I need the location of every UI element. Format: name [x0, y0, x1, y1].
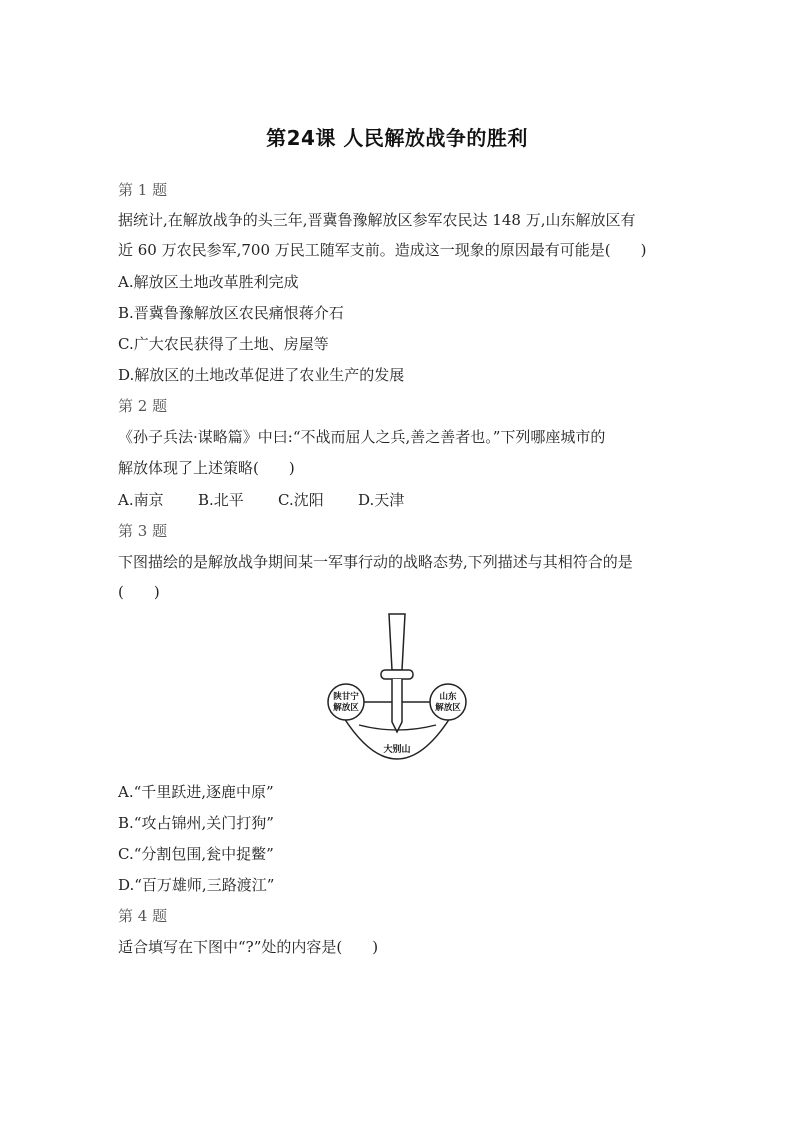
question-1-option-d: D.解放区的土地改革促进了农业生产的发展: [118, 366, 405, 384]
left-region-label-1: 陕甘宁: [333, 692, 359, 702]
question-2-number: 第 2 题: [118, 397, 168, 415]
question-2-option-c: C.沈阳: [278, 491, 324, 509]
right-region-label-1: 山东: [439, 692, 457, 702]
page-title: 第24课 人民解放战争的胜利: [266, 126, 528, 150]
question-2-option-b: B.北平: [198, 491, 244, 509]
question-1-stem-line2: 近 60 万农民参军,700 万民工随军支前。造成这一现象的原因最有可能是( ): [118, 241, 647, 259]
arrow-tail-shape: [389, 614, 405, 670]
question-1-stem-line1: 据统计,在解放战争的头三年,晋冀鲁豫解放区参军农民达 148 万,山东解放区有: [118, 211, 636, 229]
question-1-option-c: C.广大农民获得了土地、房屋等: [118, 335, 329, 353]
strategic-situation-diagram: [326, 610, 476, 770]
question-2-option-d: D.天津: [358, 491, 405, 509]
question-1-option-a: A.解放区土地改革胜利完成: [118, 273, 299, 291]
left-region-label-2: 解放区: [333, 703, 359, 713]
question-3-stem-line2: ( ): [118, 583, 160, 601]
question-3-number: 第 3 题: [118, 522, 168, 540]
question-2-stem-line2: 解放体现了上述策略( ): [118, 459, 295, 477]
question-2-option-a: A.南京: [118, 491, 164, 509]
question-1-number: 第 1 题: [118, 181, 168, 199]
question-4-stem-line1: 适合填写在下图中“?”处的内容是( ): [118, 938, 379, 956]
question-1-option-b: B.晋冀鲁豫解放区农民痛恨蒋介石: [118, 304, 344, 322]
question-4-number: 第 4 题: [118, 907, 168, 925]
question-2-options: [118, 490, 404, 510]
question-3-option-b: B.“攻占锦州,关门打狗”: [118, 814, 274, 832]
question-3-option-a: A.“千里跃进,逐鹿中原”: [118, 783, 274, 801]
question-2-stem-line1: 《孙子兵法·谋略篇》中曰:“不战而屈人之兵,善之善者也。”下列哪座城市的: [118, 428, 606, 446]
arrow-guard-shape: [381, 670, 413, 679]
right-region-circle: [430, 684, 466, 720]
question-3-option-d: D.“百万雄师,三路渡江”: [118, 876, 275, 894]
question-3-stem-line1: 下图描绘的是解放战争期间某一军事行动的战略态势,下列描述与其相符合的是: [118, 553, 633, 571]
bottom-region-label: 大别山: [383, 745, 411, 755]
arrow-head-shape: [392, 679, 402, 732]
question-3-option-c: C.“分割包围,瓮中捉鳖”: [118, 845, 274, 863]
left-region-circle: [328, 684, 364, 720]
right-region-label-2: 解放区: [435, 703, 461, 713]
